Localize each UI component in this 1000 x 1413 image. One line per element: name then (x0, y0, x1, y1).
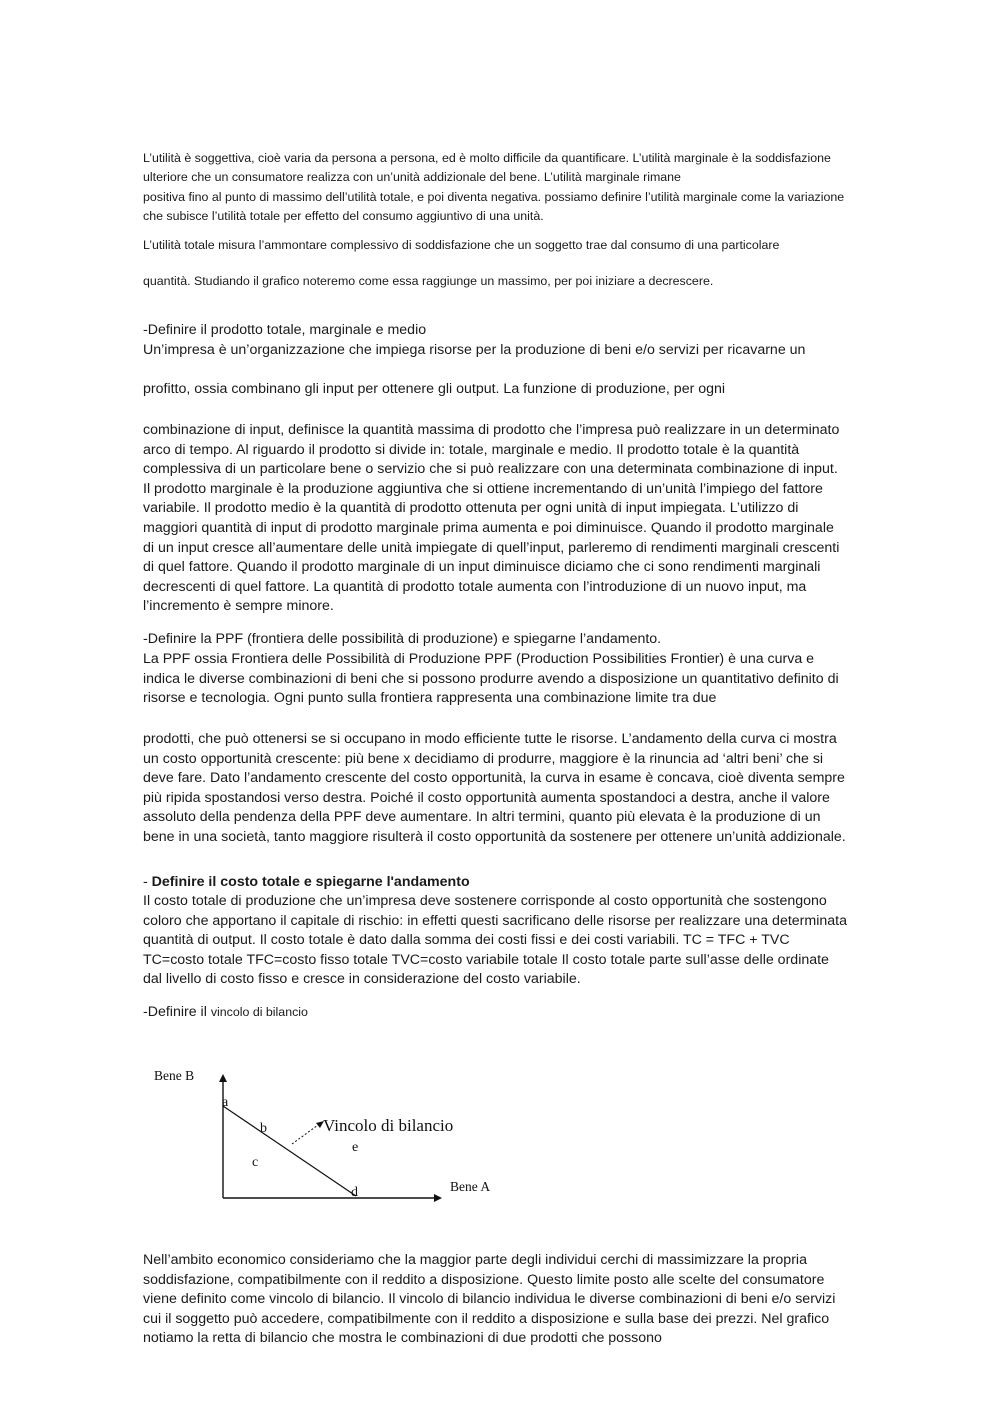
x-axis-label: Bene A (450, 1179, 491, 1194)
point-d-label: d (351, 1185, 358, 1200)
budget-paragraph: Nell’ambito economico consideriamo che la maggior parte degli individui cerchi di massimizzare la propria soddisfazione, compatibilmente con il reddito a disposizione. Questo limite posto alle scelte del consumatore viene definito come vincolo di bilancio. Il vincolo di bilancio individua le diverse combinazioni di beni e/o servizi cui il soggetto può accedere, compatibilmente con il reddito a disposizione e sulla base dei prezzi. Nel grafico notiamo la retta di bilancio che mostra le combinazioni di due prodotti che possono (143, 1252, 836, 1347)
utility-paragraph-1: L’utilità è soggettiva, cioè varia da persona a persona, ed è molto difficile da quantificare. L’utilità marginale è la soddisfazione ulteriore che un consumatore realizza con un’unità addizionale del bene. L’utilità marginale rimane (143, 151, 831, 184)
cost-heading-text: Definire il costo totale e spiegarne l'andamento (151, 874, 470, 890)
budget-constraint-chart (140, 1058, 520, 1208)
point-c-label: c (252, 1155, 259, 1170)
point-b-label: b (260, 1121, 267, 1136)
budget-line-annotation: Vincolo di bilancio (323, 1116, 454, 1135)
budget-heading (143, 1003, 848, 1023)
ppf-paragraph-2: prodotti, che può ottenersi se si occupano in modo efficiente tutte le risorse. L’andamento della curva ci mostra un costo opportunità crescente: più bene x decidiamo di produrre, maggiore è la rinuncia ad ‘altri beni’ che si deve fare. Dato l’andamento crescente del costo opportunità, la curva in esame è concava, cioè diventa sempre più ripida spostandosi verso destra. Poiché il costo opportunità aumenta spostandoci a destra, anche il valore assoluto della pendenza della PPF deve aumentare. In altri termini, quanto più elevata è la produzione di un bene in una società, tanto maggiore risulterà il costo opportunità da sostenere per ottenere un’unità addizionale. (143, 731, 846, 845)
ppf-heading: -Definire la PPF (frontiera delle possibilità di produzione) e spiegarne l’andamento. (143, 631, 662, 647)
product-line-1: Un’impresa è un’organizzazione che impiega risorse per la produzione di beni e/o servizi per ricavarne un (143, 342, 806, 358)
y-axis-label: Bene B (154, 1068, 195, 1083)
utility-paragraph-4: quantità. Studiando il grafico noteremo come essa raggiunge un massimo, per poi iniziare a decrescere. (143, 274, 714, 288)
utility-paragraph-3: L’utilità totale misura l’ammontare complessivo di soddisfazione che un soggetto trae dal consumo di una particolare (143, 238, 780, 252)
cost-paragraph: Il costo totale di produzione che un’impresa deve sostenere corrisponde al costo opportunità che sostengono coloro che apportano il capitale di rischio: in effetti questi sacrificano delle risorse per realizzare una determinata quantità di output. Il costo totale è dato dalla somma dei costi fissi e dei costi variabili. TC = TFC + TVC TC=costo totale TFC=costo fisso totale TVC=costo variabile totale Il costo totale parte sull’asse delle ordinate dal livello di costo fisso e cresce in considerazione del costo variabile. (143, 893, 847, 988)
cost-heading-dash: - (143, 874, 152, 890)
utility-paragraph-2: positiva fino al punto di massimo dell’utilità totale, e poi diventa negativa. possiamo definire l’utilità marginale come la variazione che subisce l’utilità totale per effetto del consumo aggiuntivo di una unità. (143, 190, 845, 223)
ppf-paragraph-1: La PPF ossia Frontiera delle Possibilità di Produzione PPF (Production Possibilities Frontier) è una curva e indica le diverse combinazioni di beni che si possono produrre avendo a disposizione un quantitativo definito di risorse e tecnologia. Ogni punto sulla frontiera rappresenta una combinazione limite tra due (143, 651, 839, 707)
budget-heading-prefix: -Definire il (143, 1004, 211, 1020)
point-e-label: e (352, 1140, 359, 1155)
cost-heading (143, 873, 848, 893)
annotation-leader (292, 1125, 318, 1144)
product-heading: -Definire il prodotto totale, marginale e medio (143, 322, 427, 338)
product-line-2: profitto, ossia combinano gli input per ottenere gli output. La funzione di produzione, per ogni (143, 381, 726, 397)
point-a-label: a (222, 1095, 229, 1110)
product-paragraph: combinazione di input, definisce la quantità massima di prodotto che l’impresa può realizzare in un determinato arco di tempo. Al riguardo il prodotto si divide in: totale, marginale e medio. Il prodotto totale è la quantità complessiva di un particolare bene o servizio che si può realizzare con una determinata combinazione di input. Il prodotto marginale è la produzione aggiuntiva che si ottiene incrementando di un’unità l’impiego del fattore variabile. Il prodotto medio è la quantità di prodotto ottenuta per ogni unità di input impiegata. L’utilizzo di maggiori quantità di input di prodotto marginale prima aumenta e poi diminuisce. Quando il prodotto marginale di un input cresce all’aumentare delle unità impiegate di quell’input, parleremo di rendimenti marginali crescenti di quel fattore. Quando il prodotto marginale di un input diminuisce diciamo che ci sono rendimenti marginali decrescenti di quel fattore. La quantità di prodotto totale aumenta con l’introduzione di un nuovo input, ma l’incremento è sempre minore. (143, 422, 840, 615)
budget-heading-term: vincolo di bilancio (210, 1005, 308, 1019)
